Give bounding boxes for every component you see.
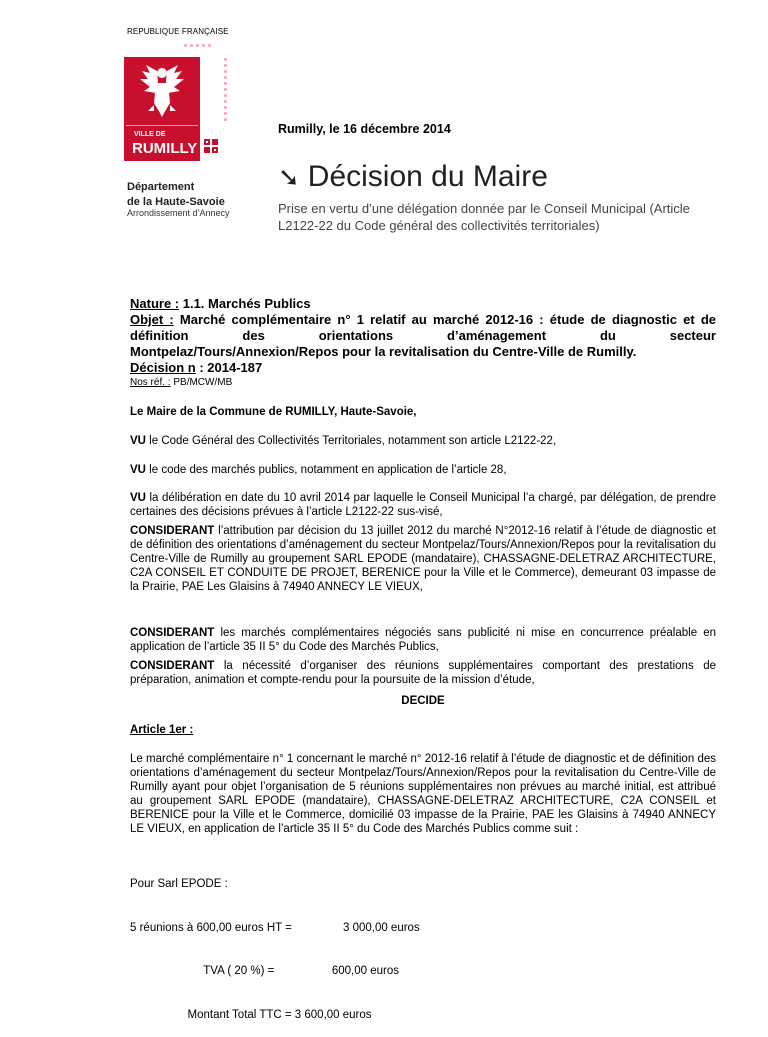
pricing-block xyxy=(130,848,716,1037)
objet-text-1: Marché complémentaire n° 1 relatif au marché 2012-16 : étude de diagnostic et de définition des orientations d’aménagement du secteur xyxy=(130,312,716,343)
department-label xyxy=(127,180,225,210)
objet-text-2: Montpelaz/Tours/Annexion/Repos pour la revitalisation du Centre-Ville de Rumilly. xyxy=(130,344,637,359)
article1-text: Le marché complémentaire n° 1 concernant le marché n° 2012-16 relatif à l’étude de diagnostic et de définition des orientations d’aménagement du secteur Montpelaz/Tours/Annexion/Repos pour la revitalisation du Centre-Ville de Rumilly ayant pour objet l’organisation de 5 réunions supplémentaires non prévues au marché initial, est attribué au groupement SARL EPODE (mandataire), CHASSAGNE-DELETRAZ ARCHITECTURE, C2A CONSEIL et BERENICE pour la Ville et le Commerce, domicilié 03 impasse de la Prairie, PAE les Glaisins à 74940 ANNECY LE VIEUX, en application de l’article 35 II 5° du Code des Marchés Publics comme suit : xyxy=(130,753,716,835)
objet-line-2 xyxy=(130,344,716,360)
logo-line2: RUMILLY xyxy=(132,140,198,157)
reference-line xyxy=(130,376,716,390)
decide-heading: DECIDE xyxy=(401,695,445,707)
logo-line1: VILLE DE xyxy=(134,131,166,138)
pricing-line-2: 5 réunions à 600,00 euros HT = 3 000,00 euros xyxy=(130,921,420,934)
considerant-1: CONSIDERANT l’attribution par décision du 13 juillet 2012 du marché N°2012-16 relatif à l’étude de diagnostic et de définition des orientations d’aménagement du secteur Montpelaz/Tours/Annexion/Repos pour la revitalisation du Centre-Ville de Rumilly au groupement SARL EPODE (mandataire), CHASSAGNE-DELETRAZ ARCHITECTURE, C2A CONSEIL ET CONDUITE DE PROJET, BERENICE pour la Ville et le Commerce), demeurant 03 impasse de la Prairie, PAE Les Glaisins à 74940 ANNECY LE VIEUX, xyxy=(130,525,716,593)
decision-label: Décision n xyxy=(130,360,196,375)
republic-label: REPUBLIQUE FRANÇAISE xyxy=(127,27,229,36)
article1-title: Article 1er : xyxy=(130,724,194,736)
intro-line: Le Maire de la Commune de RUMILLY, Haute-Savoie, xyxy=(130,406,417,418)
considerant-3: CONSIDERANT la nécessité d’organiser des réunions supplémentaires comportant des prestations de préparation, animation et compte-rendu pour la poursuite de la mission d’étude, xyxy=(130,660,716,686)
decision-number-line xyxy=(130,360,716,376)
page-subtitle: Prise en vertu d’une délégation donnée par le Conseil Municipal (Article L2122-22 du Code général des collectivités territoriales) xyxy=(278,201,690,233)
pricing-line-4: Montant Total TTC = 3 600,00 euros xyxy=(130,1008,372,1021)
reference-value: PB/MCW/MB xyxy=(170,377,233,388)
decision-header xyxy=(130,296,716,390)
vu-2: VU le code des marchés publics, notamment en application de l’article 28, xyxy=(130,464,507,476)
vu-3: VU la délibération en date du 10 avril 2014 par laquelle le Conseil Municipal l’a chargé, par délégation, de prendre certaines des décisions prévues à l’article L2122-22 sus-visé, xyxy=(130,492,716,518)
objet-line xyxy=(130,312,716,344)
pricing-line-1: Pour Sarl EPODE : xyxy=(130,878,228,890)
nature-value: 1.1. Marchés Publics xyxy=(179,296,311,311)
arrondissement-label: Arrondissement d’Annecy xyxy=(127,208,230,218)
pricing-line-3: TVA ( 20 %) = 600,00 euros xyxy=(130,965,399,977)
objet-label: Objet : xyxy=(130,312,174,327)
title-text: Décision du Maire xyxy=(307,160,548,193)
reference-label: Nos réf. : xyxy=(130,377,171,388)
nature-line xyxy=(130,296,716,312)
arrow-down-right-icon: ➘ xyxy=(278,162,300,192)
page-title xyxy=(278,160,548,194)
document-date: Rumilly, le 16 décembre 2014 xyxy=(278,122,451,136)
decision-value: : 2014-187 xyxy=(195,360,263,375)
considerant-2: CONSIDERANT les marchés complémentaires négociés sans publicité ni mise en concurrence préalable en application de l’article 35 II 5° du Code des Marchés Publics, xyxy=(130,627,716,653)
nature-label: Nature : xyxy=(130,296,180,311)
vu-1: VU le Code Général des Collectivités Territoriales, notamment son article L2122-22, xyxy=(130,435,557,447)
department-line2: de la Haute-Savoie xyxy=(127,196,225,208)
department-line1: Département xyxy=(127,181,195,193)
city-logo xyxy=(124,57,224,161)
